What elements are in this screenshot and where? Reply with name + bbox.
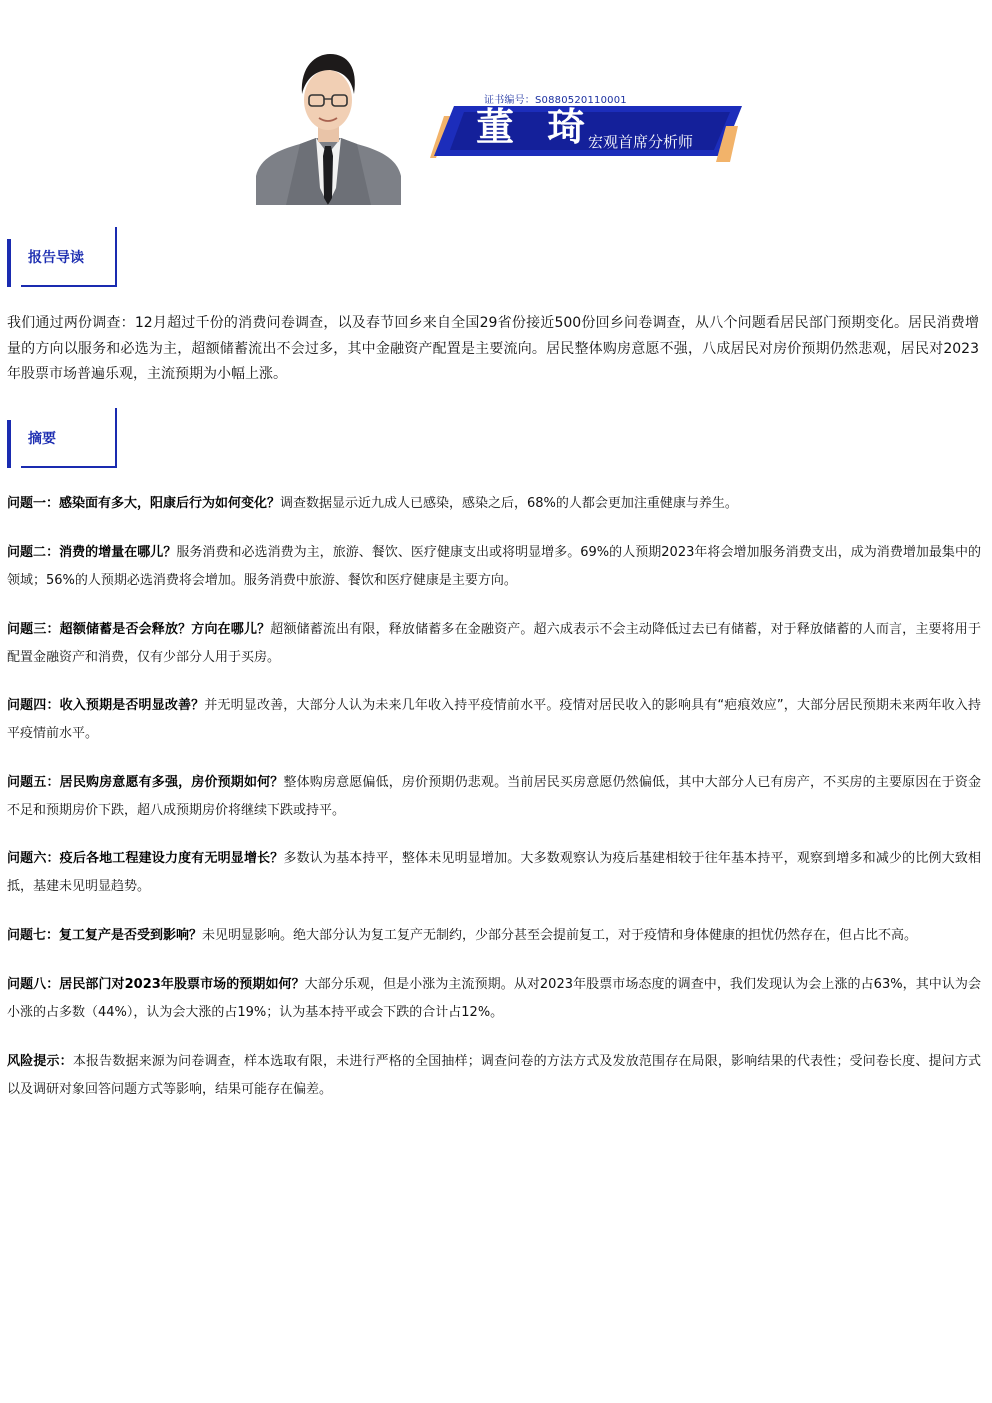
section-header-guide <box>7 227 117 287</box>
section-frame-right <box>115 408 117 468</box>
answer-text: 大部分乐观，但是小涨为主流预期。从对2023年股票市场态度的调查中，我们发现认为会上涨的占63%，其中认为会小涨的占多数（44%），认为会大涨的占19%；认为基本持平或会下跌的合计占12%。 <box>7 977 981 1020</box>
answer-text: 整体购房意愿偏低，房价预期仍悲观。当前居民买房意愿仍然偏低，其中大部分人已有房产，不买房的主要原因在于资金不足和预期房价下跌，超八成预期房价将继续下跌或持平。 <box>7 775 981 818</box>
summary-item <box>7 692 981 747</box>
section-title: 摘要 <box>28 431 56 447</box>
section-frame-bottom <box>21 285 117 287</box>
question-label: 问题七：复工复产是否受到影响？ <box>7 928 203 943</box>
analyst-name: 董 琦 <box>476 105 596 149</box>
answer-text: 未见明显影响。绝大部分认为复工复产无制约，少部分甚至会提前复工，对于疫情和身体健康的担忧仍然存在，但占比不高。 <box>202 928 918 943</box>
question-label: 问题三：超额储蓄是否会释放？方向在哪儿？ <box>7 622 271 637</box>
question-label: 问题一：感染面有多大，阳康后行为如何变化？ <box>7 496 281 511</box>
question-label: 问题五：居民购房意愿有多强，房价预期如何？ <box>7 775 284 790</box>
intro-paragraph: 我们通过两份调查：12月超过千份的消费问卷调查，以及春节回乡来自全国29省份接近500份回乡问卷调查，从八个问题看居民部门预期变化。居民消费增量的方向以服务和必选为主，超额储蓄流出不会过多，其中金融资产配置是主要流向。居民整体购房意愿不强，八成居民对房价预期仍然悲观，居民对2023年股票市场普遍乐观，主流预期为小幅上涨。 <box>7 315 979 382</box>
section-frame-bottom <box>21 466 117 468</box>
analyst-title: 宏观首席分析师 <box>588 133 694 151</box>
answer-text: 调查数据显示近九成人已感染，感染之后，68%的人都会更加注重健康与养生。 <box>280 496 738 511</box>
summary-item <box>7 539 981 594</box>
answer-text: 服务消费和必选消费为主，旅游、餐饮、医疗健康支出或将明显增多。69%的人预期2023年将会增加服务消费支出，成为消费增加最集中的领域；56%的人预期必选消费将会增加。服务消费中旅游、餐饮和医疗健康是主要方向。 <box>7 545 981 588</box>
summary-item <box>7 490 981 518</box>
section-accent-bar <box>7 420 11 468</box>
summary-item <box>7 922 981 950</box>
summary-item <box>7 845 981 900</box>
question-label: 问题四：收入预期是否明显改善？ <box>7 698 205 713</box>
summary-item <box>7 769 981 824</box>
question-label: 问题六：疫后各地工程建设力度有无明显增长？ <box>7 851 284 866</box>
analyst-portrait <box>256 48 401 205</box>
summary-item <box>7 616 981 671</box>
risk-text: 本报告数据来源为问卷调查，样本选取有限，未进行严格的全国抽样；调查问卷的方法方式及发放范围存在局限，影响结果的代表性；受问卷长度、提问方式以及调研对象回答问题方式等影响，结果可能存在偏差。 <box>7 1054 981 1097</box>
certificate-number: 证书编号：S0880520110001 <box>484 95 627 106</box>
answer-text: 并无明显改善，大部分人认为未来几年收入持平疫情前水平。疫情对居民收入的影响具有“疤痕效应”，大部分居民预期未来两年收入持平疫情前水平。 <box>7 698 981 741</box>
question-label: 问题八：居民部门对2023年股票市场的预期如何？ <box>7 977 305 992</box>
answer-text: 多数认为基本持平，整体未见明显增加。大多数观察认为疫后基建相较于往年基本持平，观察到增多和减少的比例大致相抵，基建未见明显趋势。 <box>7 851 981 894</box>
risk-label: 风险提示： <box>7 1054 73 1069</box>
question-label: 问题二：消费的增量在哪儿？ <box>7 545 177 560</box>
risk-warning <box>7 1048 981 1103</box>
summary-item <box>7 971 981 1026</box>
section-accent-bar <box>7 239 11 287</box>
answer-text: 超额储蓄流出有限，释放储蓄多在金融资产。超六成表示不会主动降低过去已有储蓄，对于释放储蓄的人而言，主要将用于配置金融资产和消费，仅有少部分人用于买房。 <box>7 622 981 665</box>
section-frame-right <box>115 227 117 287</box>
section-title: 报告导读 <box>28 250 84 266</box>
section-header-summary <box>7 408 117 468</box>
